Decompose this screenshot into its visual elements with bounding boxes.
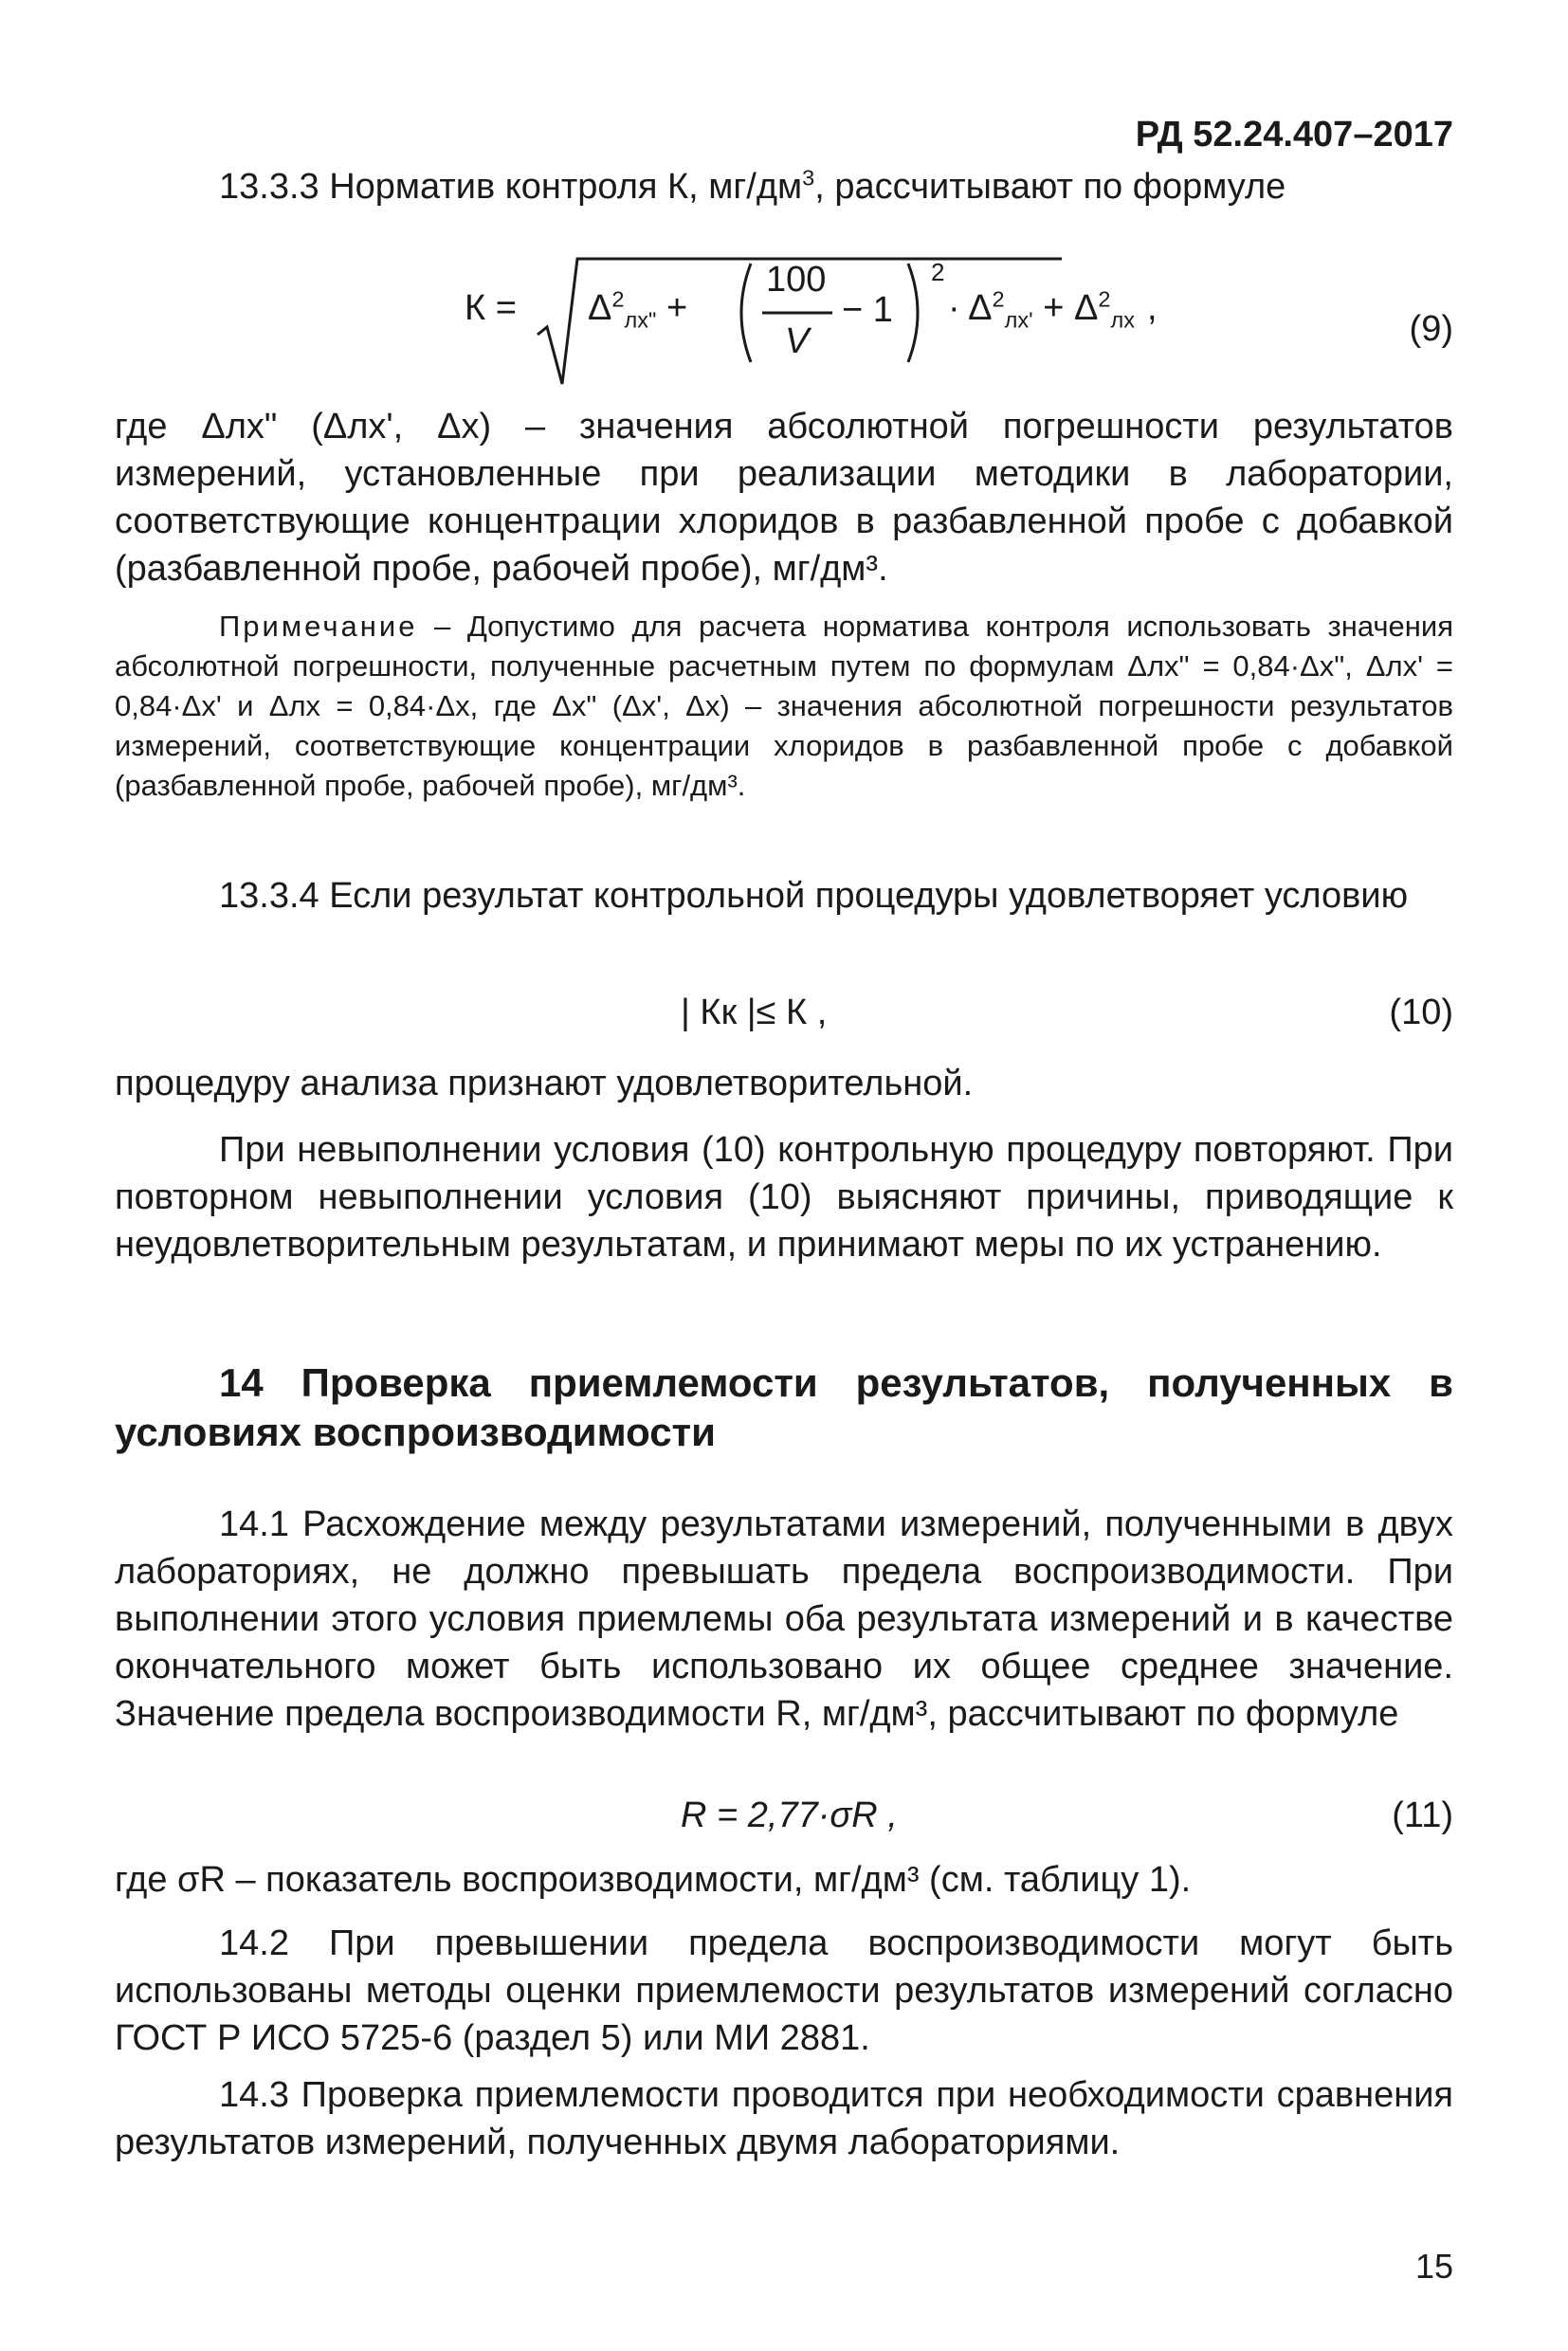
note-block bbox=[115, 607, 1453, 806]
formula-10: | Кк |≤ К , bbox=[681, 993, 828, 1032]
formula-9-parentheses bbox=[730, 256, 929, 370]
note-label: Примечание bbox=[219, 610, 418, 643]
formula-9-radicand: $\Delta^2_{лх"}$ + bbox=[588, 286, 688, 333]
clause-13-3-4-repeat: При невыполнении условия (10) контрольную процедуру повторяют. При повторном невыполнении условия (10) выясняют причины, приводящие к неудовлетворительным результатам, и принимают меры по их устранению. bbox=[115, 1130, 1453, 1265]
formula-9-lhs: К = bbox=[465, 288, 517, 328]
section-14-heading: 14 Проверка приемлемости результатов, полученных в условиях воспроизводимости bbox=[115, 1360, 1453, 1454]
formula-11: R = 2,77·σR , bbox=[681, 1795, 898, 1835]
clause-13-3-4: 13.3.4 Если результат контрольной процедуры удовлетворяет условию bbox=[219, 876, 1409, 916]
clause-14-3: 14.3 Проверка приемлемости проводится при необходимости сравнения результатов измерений, полученных двумя лабораториями. bbox=[115, 2075, 1453, 2162]
equation-number-10: (10) bbox=[1389, 993, 1453, 1032]
formula-9 bbox=[465, 284, 517, 332]
clause-13-3-3-where: где Δлх" (Δлх', Δх) – значения абсолютной погрешности результатов измерений, установленные при реализации методики в лаборатории, соответствующие концентрации хлоридов в разбавленной пробе с добавкой (разбавленной пробе, рабочей пробе), мг/дм³. bbox=[115, 407, 1453, 589]
formula-9-rest: · $\Delta^2_{лх'} + \Delta^2_{лх}$ bbox=[948, 286, 1135, 333]
formula-9-fraction-den: V bbox=[785, 321, 810, 361]
page-number: 15 bbox=[1414, 2247, 1453, 2286]
note-text: – Допустимо для расчета норматива контроля использовать значения абсолютной погрешности, полученные расчетным путем по формулам Δлх" = 0,84·Δх", Δлх' = 0,84·Δх' и Δлх = 0,84·Δх, где Δх" (Δх', Δх) – значения абсолютной погрешности результатов измерений, соответствующие концентрации хлоридов в разбавленной пробе с добавкой (разбавленной пробе, рабочей пробе), мг/дм³. bbox=[115, 610, 1453, 802]
clause-14-1: 14.1 Расхождение между результатами измерений, полученными в двух лабораториях, не должно превышать предела воспроизводимости. При выполнении этого условия приемлемы оба результата измерений и в качестве окончательного может быть использовано их общее среднее значение. Значение предела воспроизводимости R, мг/дм³, рассчитывают по формуле bbox=[115, 1504, 1453, 1734]
formula-9-exponent: 2 bbox=[931, 258, 945, 286]
formula-9-minus-one: − 1 bbox=[842, 290, 893, 330]
equation-number-11: (11) bbox=[1392, 1795, 1453, 1835]
doc-code-header: РД 52.24.407–2017 bbox=[1135, 115, 1453, 155]
clause-14-2: 14.2 При превышении предела воспроизводимости могут быть использованы методы оценки приемлемости результатов измерений согласно ГОСТ Р ИСО 5725-6 (раздел 5) или МИ 2881. bbox=[115, 1923, 1453, 2058]
clause-13-3-4-after: процедуру анализа признают удовлетворительной. bbox=[115, 1064, 974, 1103]
formula-9-comma: , bbox=[1147, 288, 1158, 328]
clause-13-3-3-intro: 13.3.3 Норматив контроля К, $мг/дм^3$, рассчитывают по формуле bbox=[219, 165, 1286, 207]
equation-number-9: (9) bbox=[1409, 309, 1453, 349]
clause-14-1-where: где σR – показатель воспроизводимости, мг/дм³ (см. таблицу 1). bbox=[115, 1860, 1192, 1900]
formula-9-fraction-num: 100 bbox=[766, 260, 827, 300]
